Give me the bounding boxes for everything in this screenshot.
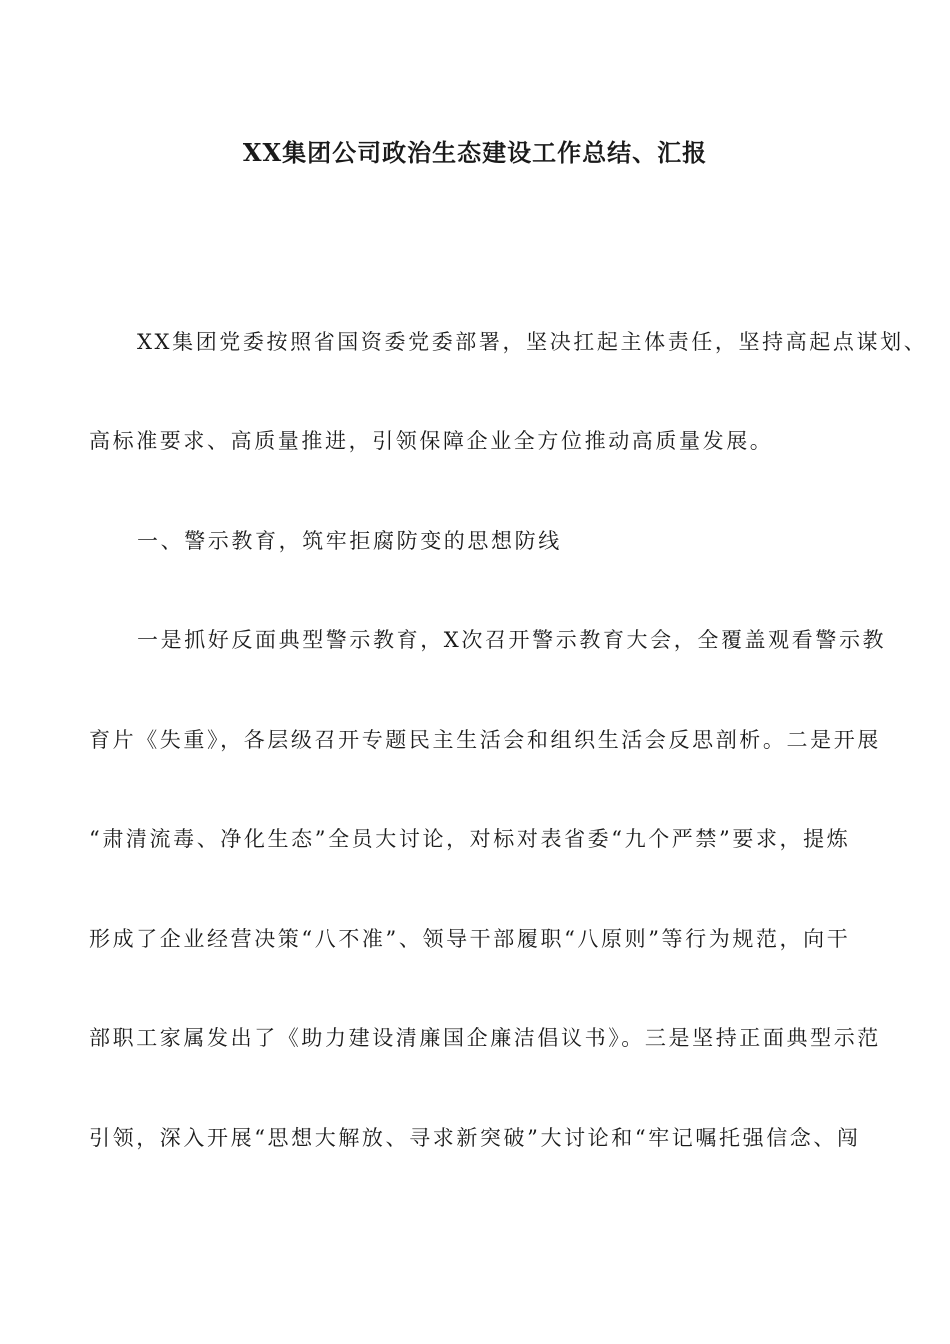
paragraph-1-line-1: XX集团党委按照省国资委党委部署，坚决扛起主体责任，坚持高起点谋划、 [137,330,928,354]
paragraph-2-line-1: 一是抓好反面典型警示教育，X次召开警示教育大会，全覆盖观看警示教 [137,628,887,652]
paragraph-2-line-4: 形成了企业经营决策“八不准”、领导干部履职“八原则”等行为规范，向干 [89,927,851,951]
paragraph-2-line-5: 部职工家属发出了《助力建设清廉国企廉洁倡议书》。三是坚持正面典型示范 [89,1026,881,1050]
paragraph-2-line-3: “肃清流毒、净化生态”全员大讨论，对标对表省委“九个严禁”要求，提炼 [89,827,851,851]
paragraph-2-line-6: 引领，深入开展“思想大解放、寻求新突破”大讨论和“牢记嘱托强信念、闯 [89,1126,861,1150]
paragraph-1-line-2: 高标准要求、高质量推进，引领保障企业全方位推动高质量发展。 [89,429,774,453]
document-title: XX集团公司政治生态建设工作总结、汇报 [242,138,708,167]
section-heading-1: 一、警示教育，筑牢拒腐防变的思想防线 [137,529,562,553]
paragraph-2-line-2: 育片《失重》，各层级召开专题民主生活会和组织生活会反思剖析。二是开展 [89,728,881,752]
